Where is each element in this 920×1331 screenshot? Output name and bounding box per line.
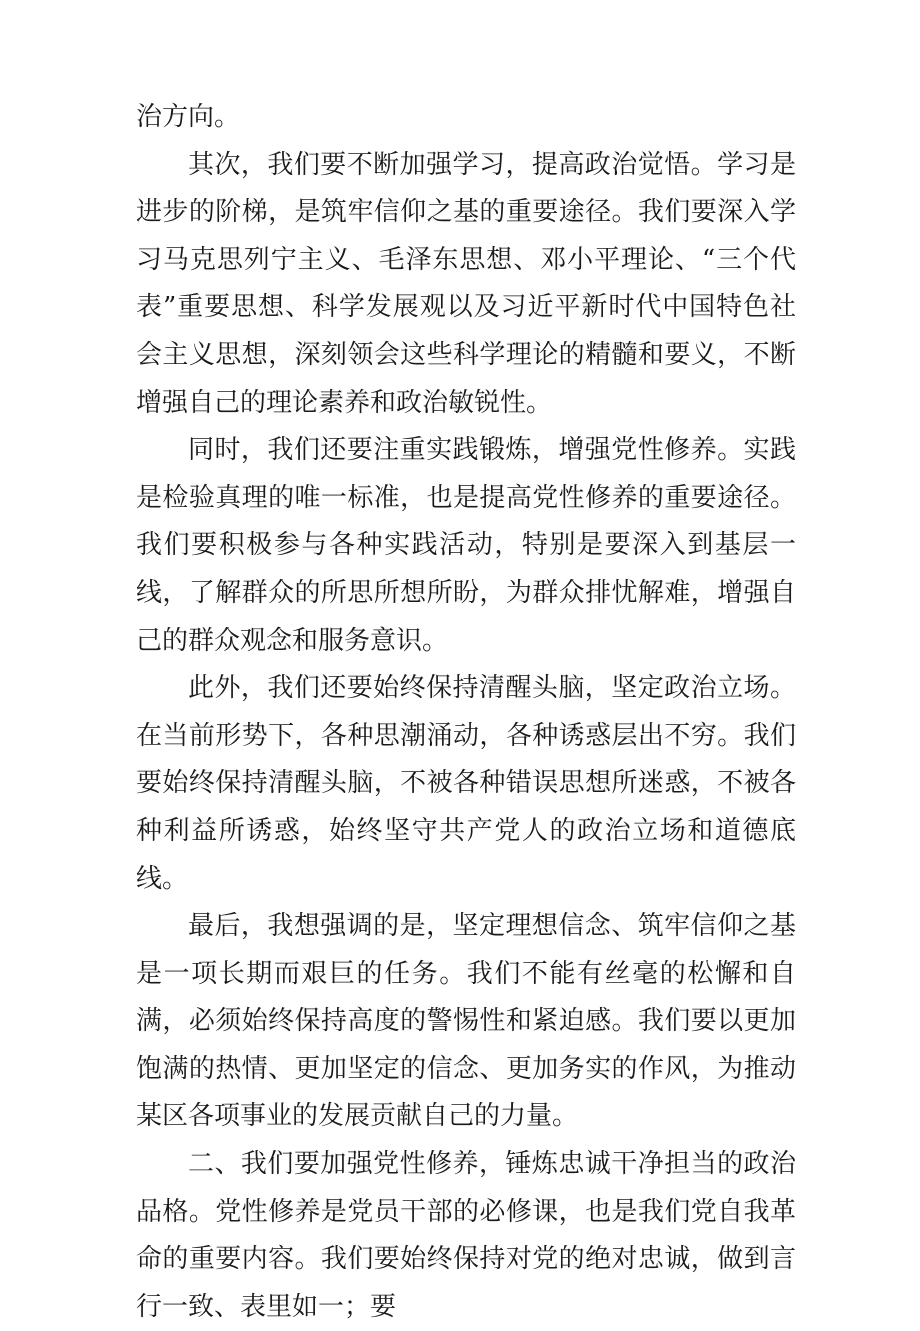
paragraph-clear-mind: 此外，我们还要始终保持清醒头脑，坚定政治立场。在当前形势下，各种思潮涌动，各种诱惑层出不穷。我们要始终保持清醒头脑，不被各种错误思想所迷惑，不被各种利益所诱惑，始终坚守共产党人的政治立场和道德底线。 <box>136 673 796 894</box>
paragraph-conclusion: 最后，我想强调的是，坚定理想信念、筑牢信仰之基是一项长期而艰巨的任务。我们不能有丝毫的松懈和自满，必须始终保持高度的警惕性和紧迫感。我们要以更加饱满的热情、更加坚定的信念、更加务实的作风，为推动某区各项事业的发展贡献自己的力量。 <box>136 911 796 1132</box>
paragraph-practice: 同时，我们还要注重实践锻炼，增强党性修养。实践是检验真理的唯一标准，也是提高党性修养的重要途径。我们要积极参与各种实践活动，特别是要深入到基层一线，了解群众的所思所想所盼，为群众排忧解难，增强自己的群众观念和服务意识。 <box>136 435 796 656</box>
paragraph-study: 其次，我们要不断加强学习，提高政治觉悟。学习是进步的阶梯，是筑牢信仰之基的重要途径。我们要深入学习马克思列宁主义、毛泽东思想、邓小平理论、“三个代表”重要思想、科学发展观以及习近平新时代中国特色社会主义思想，深刻领会这些科学理论的精髓和要义，不断增强自己的理论素养和政治敏锐性。 <box>136 149 796 418</box>
document-body <box>136 94 796 1331</box>
paragraph-section-two: 二、我们要加强党性修养，锤炼忠诚干净担当的政治品格。党性修养是党员干部的必修课，也是我们党自我革命的重要内容。我们要始终保持对党的绝对忠诚，做到言行一致、表里如一；要 <box>136 1149 796 1322</box>
paragraph-continuation: 治方向。 <box>136 102 241 132</box>
